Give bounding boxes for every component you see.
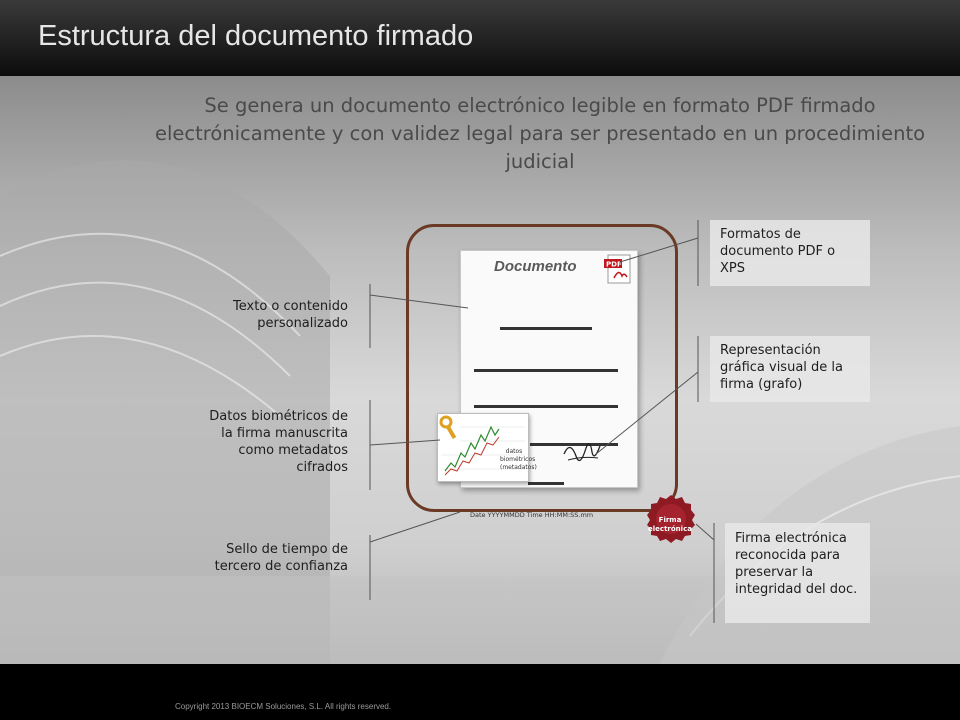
- seal-label: Firma electrónica: [648, 516, 692, 533]
- label-electronic-signature: Firma electrónica reconocida para preservar la integridad del doc.: [735, 531, 858, 597]
- biometric-data-label: datos biométricos (metadatos): [500, 448, 537, 471]
- footer-bar: [0, 664, 960, 720]
- document-title: Documento: [494, 258, 577, 275]
- label-custom-content: Texto o contenido personalizado: [233, 299, 348, 331]
- timestamp-text: Date YYYYMMDD Time HH:MM:SS.mm: [470, 511, 594, 519]
- label-document-formats: Formatos de documento PDF o XPS: [720, 227, 836, 276]
- label-signature-graphic: Representación gráfica visual de la firma (grafo): [720, 343, 843, 392]
- subtitle-text: Se genera un documento electrónico legible en formato PDF firmado electrónicamente y con validez legal para ser presentado en un procedimiento judicial: [154, 94, 926, 173]
- label-timestamp: Sello de tiempo de tercero de confianza: [214, 542, 348, 574]
- page-title: Estructura del documento firmado: [38, 20, 474, 52]
- copyright-text: Copyright 2013 BIOECM Soluciones, S.L. All rights reserved.: [175, 702, 392, 711]
- label-biometric-data: Datos biométricos de la firma manuscrita como metadatos cifrados: [209, 409, 348, 475]
- pdf-icon-label: PDF: [606, 260, 622, 269]
